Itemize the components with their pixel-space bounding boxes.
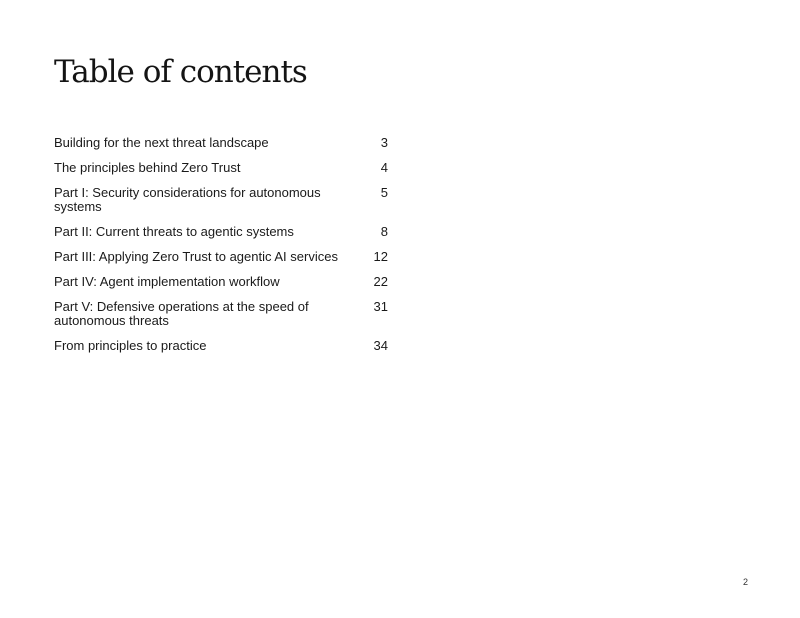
page-title: Table of contents [54,54,307,90]
toc-entry-part-5[interactable] [54,300,388,328]
toc-entry-part-1[interactable] [54,186,388,214]
toc-entry-page-number: 22 [373,274,388,289]
toc-entry-part-4[interactable] [54,275,388,289]
toc-entry-title: Part II: Current threats to agentic systems [54,224,294,239]
toc-entry-page-number: 8 [380,224,388,239]
toc-entry-principles-to-practice[interactable] [54,339,388,353]
toc-entry-title: Part IV: Agent implementation workflow [54,274,280,289]
toc-entry-page-number: 34 [373,338,388,353]
footer-page-number: 2 [742,577,748,587]
toc-entry-title: Building for the next threat landscape [54,135,269,150]
toc-entry-page-number: 4 [380,160,388,175]
table-of-contents [54,136,388,364]
toc-entry-building-next-threat-landscape[interactable] [54,136,388,150]
toc-entry-principles-zero-trust[interactable] [54,161,388,175]
toc-entry-part-3[interactable] [54,250,388,264]
toc-entry-part-2[interactable] [54,225,388,239]
toc-entry-page-number: 31 [373,299,388,314]
toc-entry-page-number: 3 [380,135,388,150]
toc-entry-title: Part V: Defensive operations at the speed of autonomous threats [54,299,309,328]
toc-entry-page-number: 12 [373,249,388,264]
toc-entry-title: The principles behind Zero Trust [54,160,241,175]
toc-entry-page-number: 5 [380,185,388,200]
toc-entry-title: From principles to practice [54,338,207,353]
toc-entry-title: Part I: Security considerations for autonomous systems [54,185,321,214]
toc-entry-title: Part III: Applying Zero Trust to agentic AI services [54,249,338,264]
